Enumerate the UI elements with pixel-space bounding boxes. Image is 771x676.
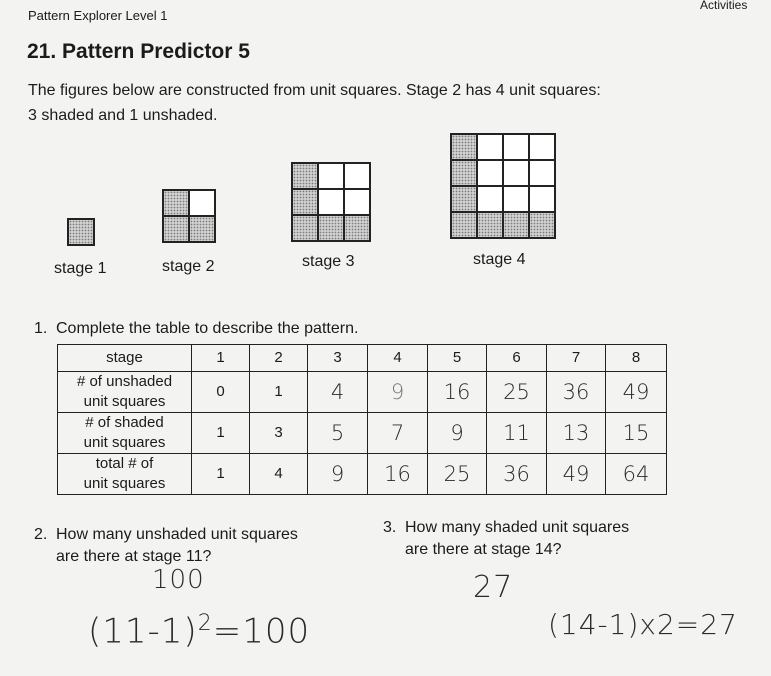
unshaded-unit-square <box>530 161 554 185</box>
unshaded-row-label <box>58 372 192 413</box>
stage-1-label: stage 1 <box>54 260 107 277</box>
handwritten-cell[interactable]: 49 <box>547 454 606 495</box>
handwritten-cell[interactable]: 9 <box>308 454 368 495</box>
unshaded-unit-square <box>504 187 528 211</box>
stage-number: 3 <box>308 345 368 372</box>
shaded-unit-square <box>452 161 476 185</box>
question-1 <box>34 320 358 338</box>
question-3-number: 3. <box>383 519 397 536</box>
question-3-line-2: are there at stage 14? <box>405 541 562 558</box>
intro-text <box>28 78 601 128</box>
question-3 <box>383 517 683 561</box>
row-label-line: unit squares <box>83 475 166 492</box>
question-2-line-2: are there at stage 11? <box>56 548 212 565</box>
question-2-answer[interactable]: 100 <box>152 565 205 595</box>
shaded-unit-square <box>478 213 502 237</box>
shaded-unit-square <box>530 213 554 237</box>
handwritten-cell[interactable]: 11 <box>487 413 547 454</box>
table-cell: 1 <box>192 454 250 495</box>
stage-2-figure <box>162 189 216 243</box>
unshaded-unit-square <box>530 187 554 211</box>
work-base: (11-1) <box>88 611 198 652</box>
stage-number: 4 <box>368 345 428 372</box>
row-label-line: total # of <box>95 455 154 472</box>
stage-3-label: stage 3 <box>302 253 355 270</box>
unshaded-unit-square <box>478 135 502 159</box>
unshaded-unit-square <box>504 161 528 185</box>
stage-number: 6 <box>487 345 547 372</box>
handwritten-cell[interactable]: 4 <box>308 372 368 413</box>
intro-line-1: The figures below are constructed from unit squares. Stage 2 has 4 unit squares: <box>28 82 601 99</box>
table-header-row <box>58 345 667 372</box>
shaded-unit-square <box>345 216 369 240</box>
page-title: 21. Pattern Predictor 5 <box>27 40 250 63</box>
handwritten-cell[interactable]: 13 <box>547 413 606 454</box>
shaded-unit-square <box>452 135 476 159</box>
handwritten-cell[interactable]: 15 <box>606 413 667 454</box>
stage-number: 1 <box>192 345 250 372</box>
shaded-unit-square <box>164 217 188 241</box>
stage-number: 7 <box>547 345 606 372</box>
shaded-unit-square <box>293 190 317 214</box>
handwritten-cell[interactable]: 5 <box>308 413 368 454</box>
stage-number: 8 <box>606 345 667 372</box>
shaded-unit-square <box>319 216 343 240</box>
shaded-unit-square <box>293 164 317 188</box>
handwritten-cell[interactable]: 7 <box>368 413 428 454</box>
unshaded-unit-square <box>478 161 502 185</box>
unshaded-unit-square <box>345 190 369 214</box>
shaded-unit-square <box>190 217 214 241</box>
stage-number: 5 <box>428 345 487 372</box>
row-label-line: unit squares <box>83 393 166 410</box>
question-1-text: Complete the table to describe the pattern. <box>56 320 359 337</box>
question-3-answer[interactable]: 27 <box>473 570 514 605</box>
unshaded-row <box>58 372 667 413</box>
table-cell: 1 <box>192 413 250 454</box>
handwritten-cell[interactable]: 9 <box>368 372 428 413</box>
handwritten-cell[interactable]: 9 <box>428 413 487 454</box>
row-label-line: # of shaded <box>85 414 164 431</box>
handwritten-cell[interactable]: 36 <box>547 372 606 413</box>
unshaded-unit-square <box>504 135 528 159</box>
handwritten-cell[interactable]: 16 <box>428 372 487 413</box>
total-row <box>58 454 667 495</box>
stage-3-figure <box>291 162 371 242</box>
unshaded-unit-square <box>478 187 502 211</box>
row-label-line: # of unshaded <box>76 373 173 390</box>
stage-number: 2 <box>250 345 308 372</box>
handwritten-cell[interactable]: 64 <box>606 454 667 495</box>
total-row-label <box>58 454 192 495</box>
table-cell: 3 <box>250 413 308 454</box>
handwritten-cell[interactable]: 25 <box>428 454 487 495</box>
shaded-unit-square <box>452 187 476 211</box>
work-result: =100 <box>212 611 311 652</box>
stage-1-figure <box>67 218 95 246</box>
table-cell: 1 <box>250 372 308 413</box>
shaded-unit-square <box>293 216 317 240</box>
row-label-line: unit squares <box>83 434 166 451</box>
pattern-table <box>57 344 667 495</box>
work-exponent: 2 <box>197 611 213 636</box>
question-2-line-1: How many unshaded unit squares <box>56 526 298 543</box>
question-3-work: (14-1)x2=27 <box>548 608 738 641</box>
question-2 <box>34 524 334 568</box>
unshaded-unit-square <box>190 191 214 215</box>
stage-4-label: stage 4 <box>473 251 526 268</box>
unshaded-unit-square <box>319 190 343 214</box>
intro-line-2: 3 shaded and 1 unshaded. <box>28 107 218 124</box>
handwritten-cell[interactable]: 25 <box>487 372 547 413</box>
stage-header: stage <box>58 345 192 372</box>
handwritten-cell[interactable]: 36 <box>487 454 547 495</box>
table-cell: 0 <box>192 372 250 413</box>
shaded-unit-square <box>69 220 93 244</box>
question-2-number: 2. <box>34 526 48 543</box>
shaded-unit-square <box>452 213 476 237</box>
unshaded-unit-square <box>345 164 369 188</box>
book-title: Pattern Explorer Level 1 <box>28 8 168 23</box>
question-1-number: 1. <box>34 320 48 337</box>
handwritten-cell[interactable]: 16 <box>368 454 428 495</box>
question-2-work <box>88 611 310 651</box>
question-3-line-1: How many shaded unit squares <box>405 519 630 536</box>
shaded-unit-square <box>164 191 188 215</box>
shaded-row <box>58 413 667 454</box>
table-cell: 4 <box>250 454 308 495</box>
stage-2-label: stage 2 <box>162 258 215 275</box>
shaded-row-label <box>58 413 192 454</box>
unshaded-unit-square <box>319 164 343 188</box>
section-label: Activities <box>700 0 748 12</box>
stage-4-figure <box>450 133 556 239</box>
handwritten-cell[interactable]: 49 <box>606 372 667 413</box>
shaded-unit-square <box>504 213 528 237</box>
unshaded-unit-square <box>530 135 554 159</box>
